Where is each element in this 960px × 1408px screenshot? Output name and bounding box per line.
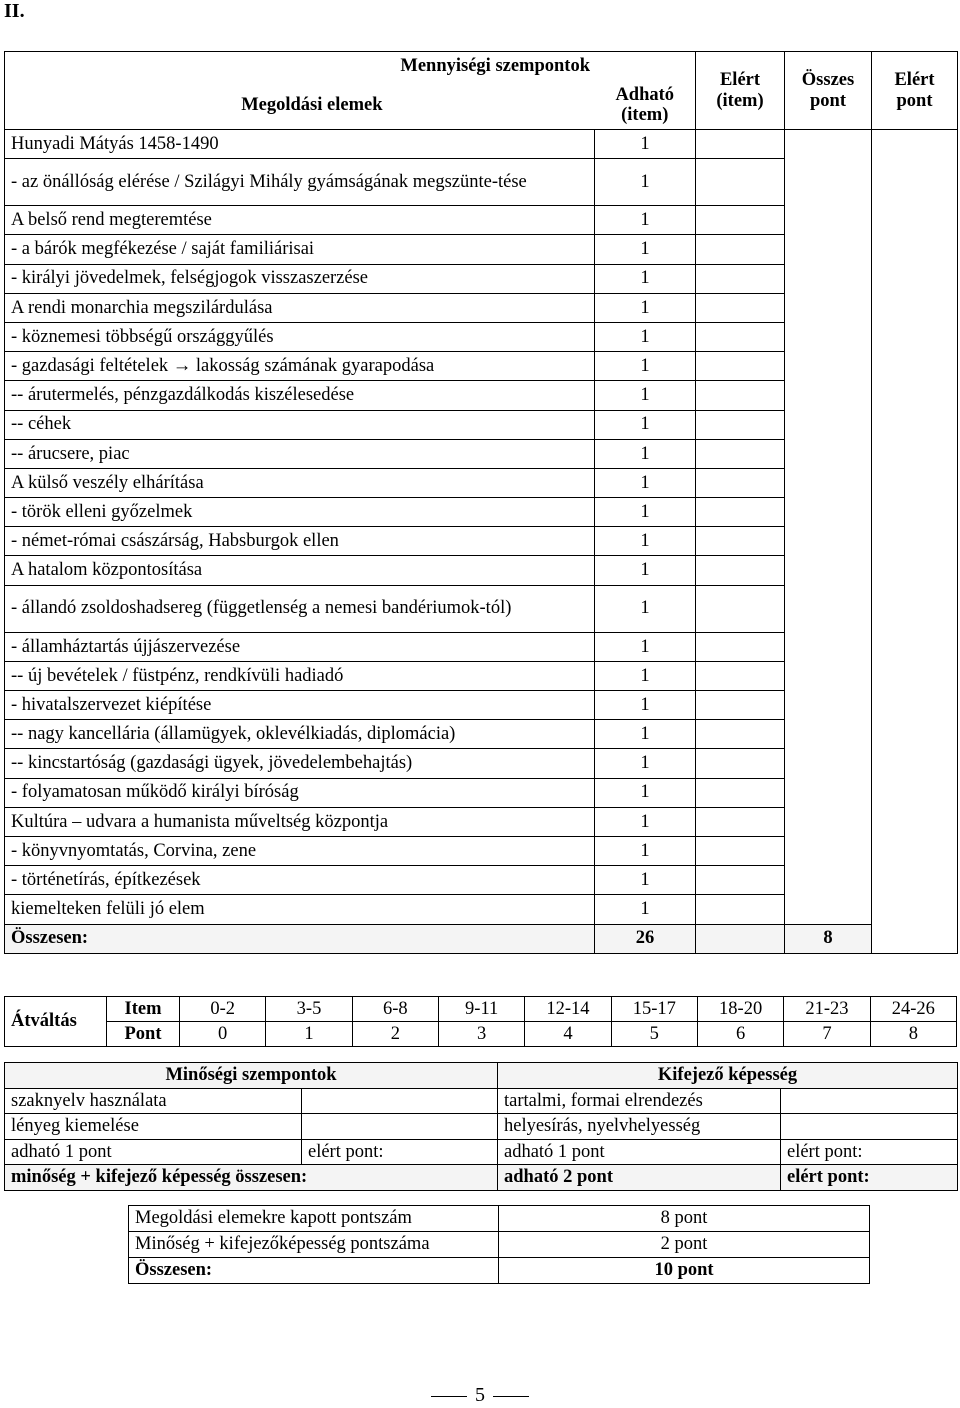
quality-table bbox=[4, 1062, 958, 1191]
conversion-item-range: 15-17 bbox=[611, 997, 697, 1022]
quality-score-cell bbox=[781, 1114, 958, 1140]
element-points: 1 bbox=[595, 866, 696, 895]
conversion-item-range: 3-5 bbox=[266, 997, 352, 1022]
col-adhato-header: Adható (item) bbox=[595, 81, 696, 130]
col-elements-header: Megoldási elemek bbox=[5, 81, 595, 130]
element-text: A külső veszély elhárítása bbox=[5, 468, 595, 497]
osszes-pont-cell bbox=[785, 130, 872, 925]
element-points: 1 bbox=[595, 749, 696, 778]
element-text: - a bárók megfékezése / saját familiárisai bbox=[5, 235, 595, 264]
element-text: - hivatalszervezet kiépítése bbox=[5, 691, 595, 720]
element-points: 1 bbox=[595, 206, 696, 235]
elert-item-cell bbox=[696, 206, 785, 235]
element-text: -- árucsere, piac bbox=[5, 439, 595, 468]
elert-item-cell bbox=[696, 468, 785, 497]
element-text: -- új bevételek / füstpénz, rendkívüli hadiadó bbox=[5, 661, 595, 690]
quality-total-row bbox=[5, 1165, 958, 1191]
quality-total-value: adható 2 pont bbox=[498, 1165, 781, 1191]
element-points: 1 bbox=[595, 836, 696, 865]
element-text: - folyamatosan működő királyi bíróság bbox=[5, 778, 595, 807]
conversion-point-value: 5 bbox=[611, 1022, 697, 1047]
element-points: 1 bbox=[595, 468, 696, 497]
element-text: -- árutermelés, pénzgazdálkodás kiszélesedése bbox=[5, 381, 595, 410]
element-points: 1 bbox=[595, 235, 696, 264]
element-text: -- kincstartóság (gazdasági ügyek, jövedelembehajtás) bbox=[5, 749, 595, 778]
element-text: -- céhek bbox=[5, 410, 595, 439]
elert-item-cell bbox=[696, 749, 785, 778]
element-text: - az önállóság elérése / Szilágyi Mihály gyámságának megszünte-tése bbox=[5, 159, 595, 206]
elert-item-cell bbox=[696, 585, 785, 632]
quality-row-2 bbox=[5, 1114, 958, 1140]
element-points: 1 bbox=[595, 691, 696, 720]
element-text: - gazdasági feltételek → lakosság számának gyarapodása bbox=[5, 352, 595, 381]
conversion-point-value: 4 bbox=[525, 1022, 611, 1047]
elert-item-cell bbox=[696, 293, 785, 322]
elert-pont-cell bbox=[872, 130, 958, 954]
conversion-item-range: 6-8 bbox=[352, 997, 438, 1022]
element-points: 1 bbox=[595, 159, 696, 206]
scoring-table bbox=[4, 51, 958, 954]
element-text: - királyi jövedelmek, felségjogok visszaszerzése bbox=[5, 264, 595, 293]
elert-item-cell bbox=[696, 895, 785, 924]
element-points: 1 bbox=[595, 293, 696, 322]
quality-cell: adható 1 pont bbox=[5, 1139, 302, 1165]
elert-item-cell bbox=[696, 778, 785, 807]
quality-total-label: minőség + kifejező képesség összesen: bbox=[5, 1165, 498, 1191]
quality-right-header: Kifejező képesség bbox=[498, 1063, 958, 1089]
summary-row bbox=[129, 1258, 870, 1284]
elert-item-cell bbox=[696, 352, 785, 381]
elert-item-cell bbox=[696, 130, 785, 159]
elert-item-cell bbox=[696, 632, 785, 661]
elert-item-cell bbox=[696, 720, 785, 749]
element-text: - könyvnyomtatás, Corvina, zene bbox=[5, 836, 595, 865]
conversion-point-value: 2 bbox=[352, 1022, 438, 1047]
elert-item-cell bbox=[696, 807, 785, 836]
elert-item-cell bbox=[696, 691, 785, 720]
quality-row-1 bbox=[5, 1088, 958, 1114]
quality-score-cell bbox=[781, 1088, 958, 1114]
conversion-point-label: Pont bbox=[107, 1022, 180, 1047]
conversion-item-range: 18-20 bbox=[697, 997, 783, 1022]
element-text: A hatalom központosítása bbox=[5, 556, 595, 585]
conversion-item-range: 24-26 bbox=[870, 997, 956, 1022]
conversion-point-value: 0 bbox=[180, 1022, 266, 1047]
total-row bbox=[5, 924, 958, 953]
element-text: -- nagy kancellária (államügyek, oklevélkiadás, diplomácia) bbox=[5, 720, 595, 749]
element-text: - állandó zsoldoshadsereg (függetlenség a nemesi bandériumok-tól) bbox=[5, 585, 595, 632]
total-elert-item bbox=[696, 924, 785, 953]
elert-item-cell bbox=[696, 159, 785, 206]
conversion-point-value: 1 bbox=[266, 1022, 352, 1047]
conversion-item-range: 21-23 bbox=[784, 997, 870, 1022]
conversion-item-range: 9-11 bbox=[438, 997, 524, 1022]
conversion-table bbox=[4, 996, 957, 1047]
element-points: 1 bbox=[595, 439, 696, 468]
element-points: 1 bbox=[595, 322, 696, 351]
element-points: 1 bbox=[595, 778, 696, 807]
page-number-value: 5 bbox=[475, 1384, 485, 1406]
header-group-label: Mennyiségi szempontok bbox=[5, 52, 696, 82]
elert-item-cell bbox=[696, 410, 785, 439]
conversion-point-value: 3 bbox=[438, 1022, 524, 1047]
total-points: 8 bbox=[785, 924, 872, 953]
page-number-dash-right bbox=[493, 1396, 529, 1397]
header-group-row bbox=[5, 52, 958, 82]
summary-row bbox=[129, 1232, 870, 1258]
quality-cell: tartalmi, formai elrendezés bbox=[498, 1088, 781, 1114]
quality-score-cell bbox=[302, 1114, 498, 1140]
conversion-item-range: 12-14 bbox=[525, 997, 611, 1022]
page-number bbox=[0, 1384, 960, 1407]
conversion-item-label: Item bbox=[107, 997, 180, 1022]
summary-label: Minőség + kifejezőképesség pontszáma bbox=[129, 1232, 499, 1258]
element-points: 1 bbox=[595, 895, 696, 924]
conversion-point-row bbox=[5, 1022, 957, 1047]
element-text: A rendi monarchia megszilárdulása bbox=[5, 293, 595, 322]
element-text: - államháztartás újjászervezése bbox=[5, 632, 595, 661]
elert-item-cell bbox=[696, 498, 785, 527]
element-points: 1 bbox=[595, 352, 696, 381]
element-points: 1 bbox=[595, 585, 696, 632]
summary-table bbox=[128, 1205, 870, 1284]
conversion-point-value: 8 bbox=[870, 1022, 956, 1047]
quality-score-cell bbox=[302, 1088, 498, 1114]
elert-item-cell bbox=[696, 235, 785, 264]
elert-item-cell bbox=[696, 661, 785, 690]
element-points: 1 bbox=[595, 556, 696, 585]
element-points: 1 bbox=[595, 527, 696, 556]
elert-item-cell bbox=[696, 866, 785, 895]
element-points: 1 bbox=[595, 130, 696, 159]
section-title: II. bbox=[4, 0, 25, 22]
conversion-item-range: 0-2 bbox=[180, 997, 266, 1022]
elert-item-cell bbox=[696, 556, 785, 585]
quality-cell: adható 1 pont bbox=[498, 1139, 781, 1165]
element-points: 1 bbox=[595, 661, 696, 690]
total-items: 26 bbox=[595, 924, 696, 953]
summary-value: 2 pont bbox=[499, 1232, 870, 1258]
elert-item-cell bbox=[696, 381, 785, 410]
elert-item-cell bbox=[696, 527, 785, 556]
elert-item-cell bbox=[696, 322, 785, 351]
quality-left-header: Minőségi szempontok bbox=[5, 1063, 498, 1089]
summary-row bbox=[129, 1206, 870, 1232]
quality-score-cell: elért pont: bbox=[302, 1139, 498, 1165]
element-points: 1 bbox=[595, 264, 696, 293]
elert-item-cell bbox=[696, 836, 785, 865]
col-elert-item-header: Elért (item) bbox=[696, 52, 785, 130]
quality-cell: szaknyelv használata bbox=[5, 1088, 302, 1114]
element-points: 1 bbox=[595, 632, 696, 661]
conversion-label: Átváltás bbox=[5, 997, 107, 1047]
element-text: - történetírás, építkezések bbox=[5, 866, 595, 895]
element-points: 1 bbox=[595, 807, 696, 836]
element-text: Hunyadi Mátyás 1458-1490 bbox=[5, 130, 595, 159]
quality-header-row bbox=[5, 1063, 958, 1089]
conversion-point-value: 6 bbox=[697, 1022, 783, 1047]
conversion-point-value: 7 bbox=[784, 1022, 870, 1047]
summary-label: Megoldási elemekre kapott pontszám bbox=[129, 1206, 499, 1232]
elert-item-cell bbox=[696, 439, 785, 468]
element-points: 1 bbox=[595, 410, 696, 439]
element-text: - német-római császárság, Habsburgok ellen bbox=[5, 527, 595, 556]
element-text: A belső rend megteremtése bbox=[5, 206, 595, 235]
summary-label: Összesen: bbox=[129, 1258, 499, 1284]
element-points: 1 bbox=[595, 381, 696, 410]
quality-row-3 bbox=[5, 1139, 958, 1165]
col-osszes-pont-header: Összes pont bbox=[785, 52, 872, 130]
conversion-item-row bbox=[5, 997, 957, 1022]
col-elert-pont-header: Elért pont bbox=[872, 52, 958, 130]
element-text: Kultúra – udvara a humanista műveltség központja bbox=[5, 807, 595, 836]
elert-item-cell bbox=[696, 264, 785, 293]
page-number-dash-left bbox=[431, 1396, 467, 1397]
element-text: - török elleni győzelmek bbox=[5, 498, 595, 527]
summary-value: 8 pont bbox=[499, 1206, 870, 1232]
element-points: 1 bbox=[595, 498, 696, 527]
summary-value: 10 pont bbox=[499, 1258, 870, 1284]
quality-score-cell: elért pont: bbox=[781, 1139, 958, 1165]
element-text: - köznemesi többségű országgyűlés bbox=[5, 322, 595, 351]
element-text: kiemelteken felüli jó elem bbox=[5, 895, 595, 924]
total-label: Összesen: bbox=[5, 924, 595, 953]
element-points: 1 bbox=[595, 720, 696, 749]
quality-total-score: elért pont: bbox=[781, 1165, 958, 1191]
quality-cell: helyesírás, nyelvhelyesség bbox=[498, 1114, 781, 1140]
quality-cell: lényeg kiemelése bbox=[5, 1114, 302, 1140]
element-row bbox=[5, 130, 958, 159]
